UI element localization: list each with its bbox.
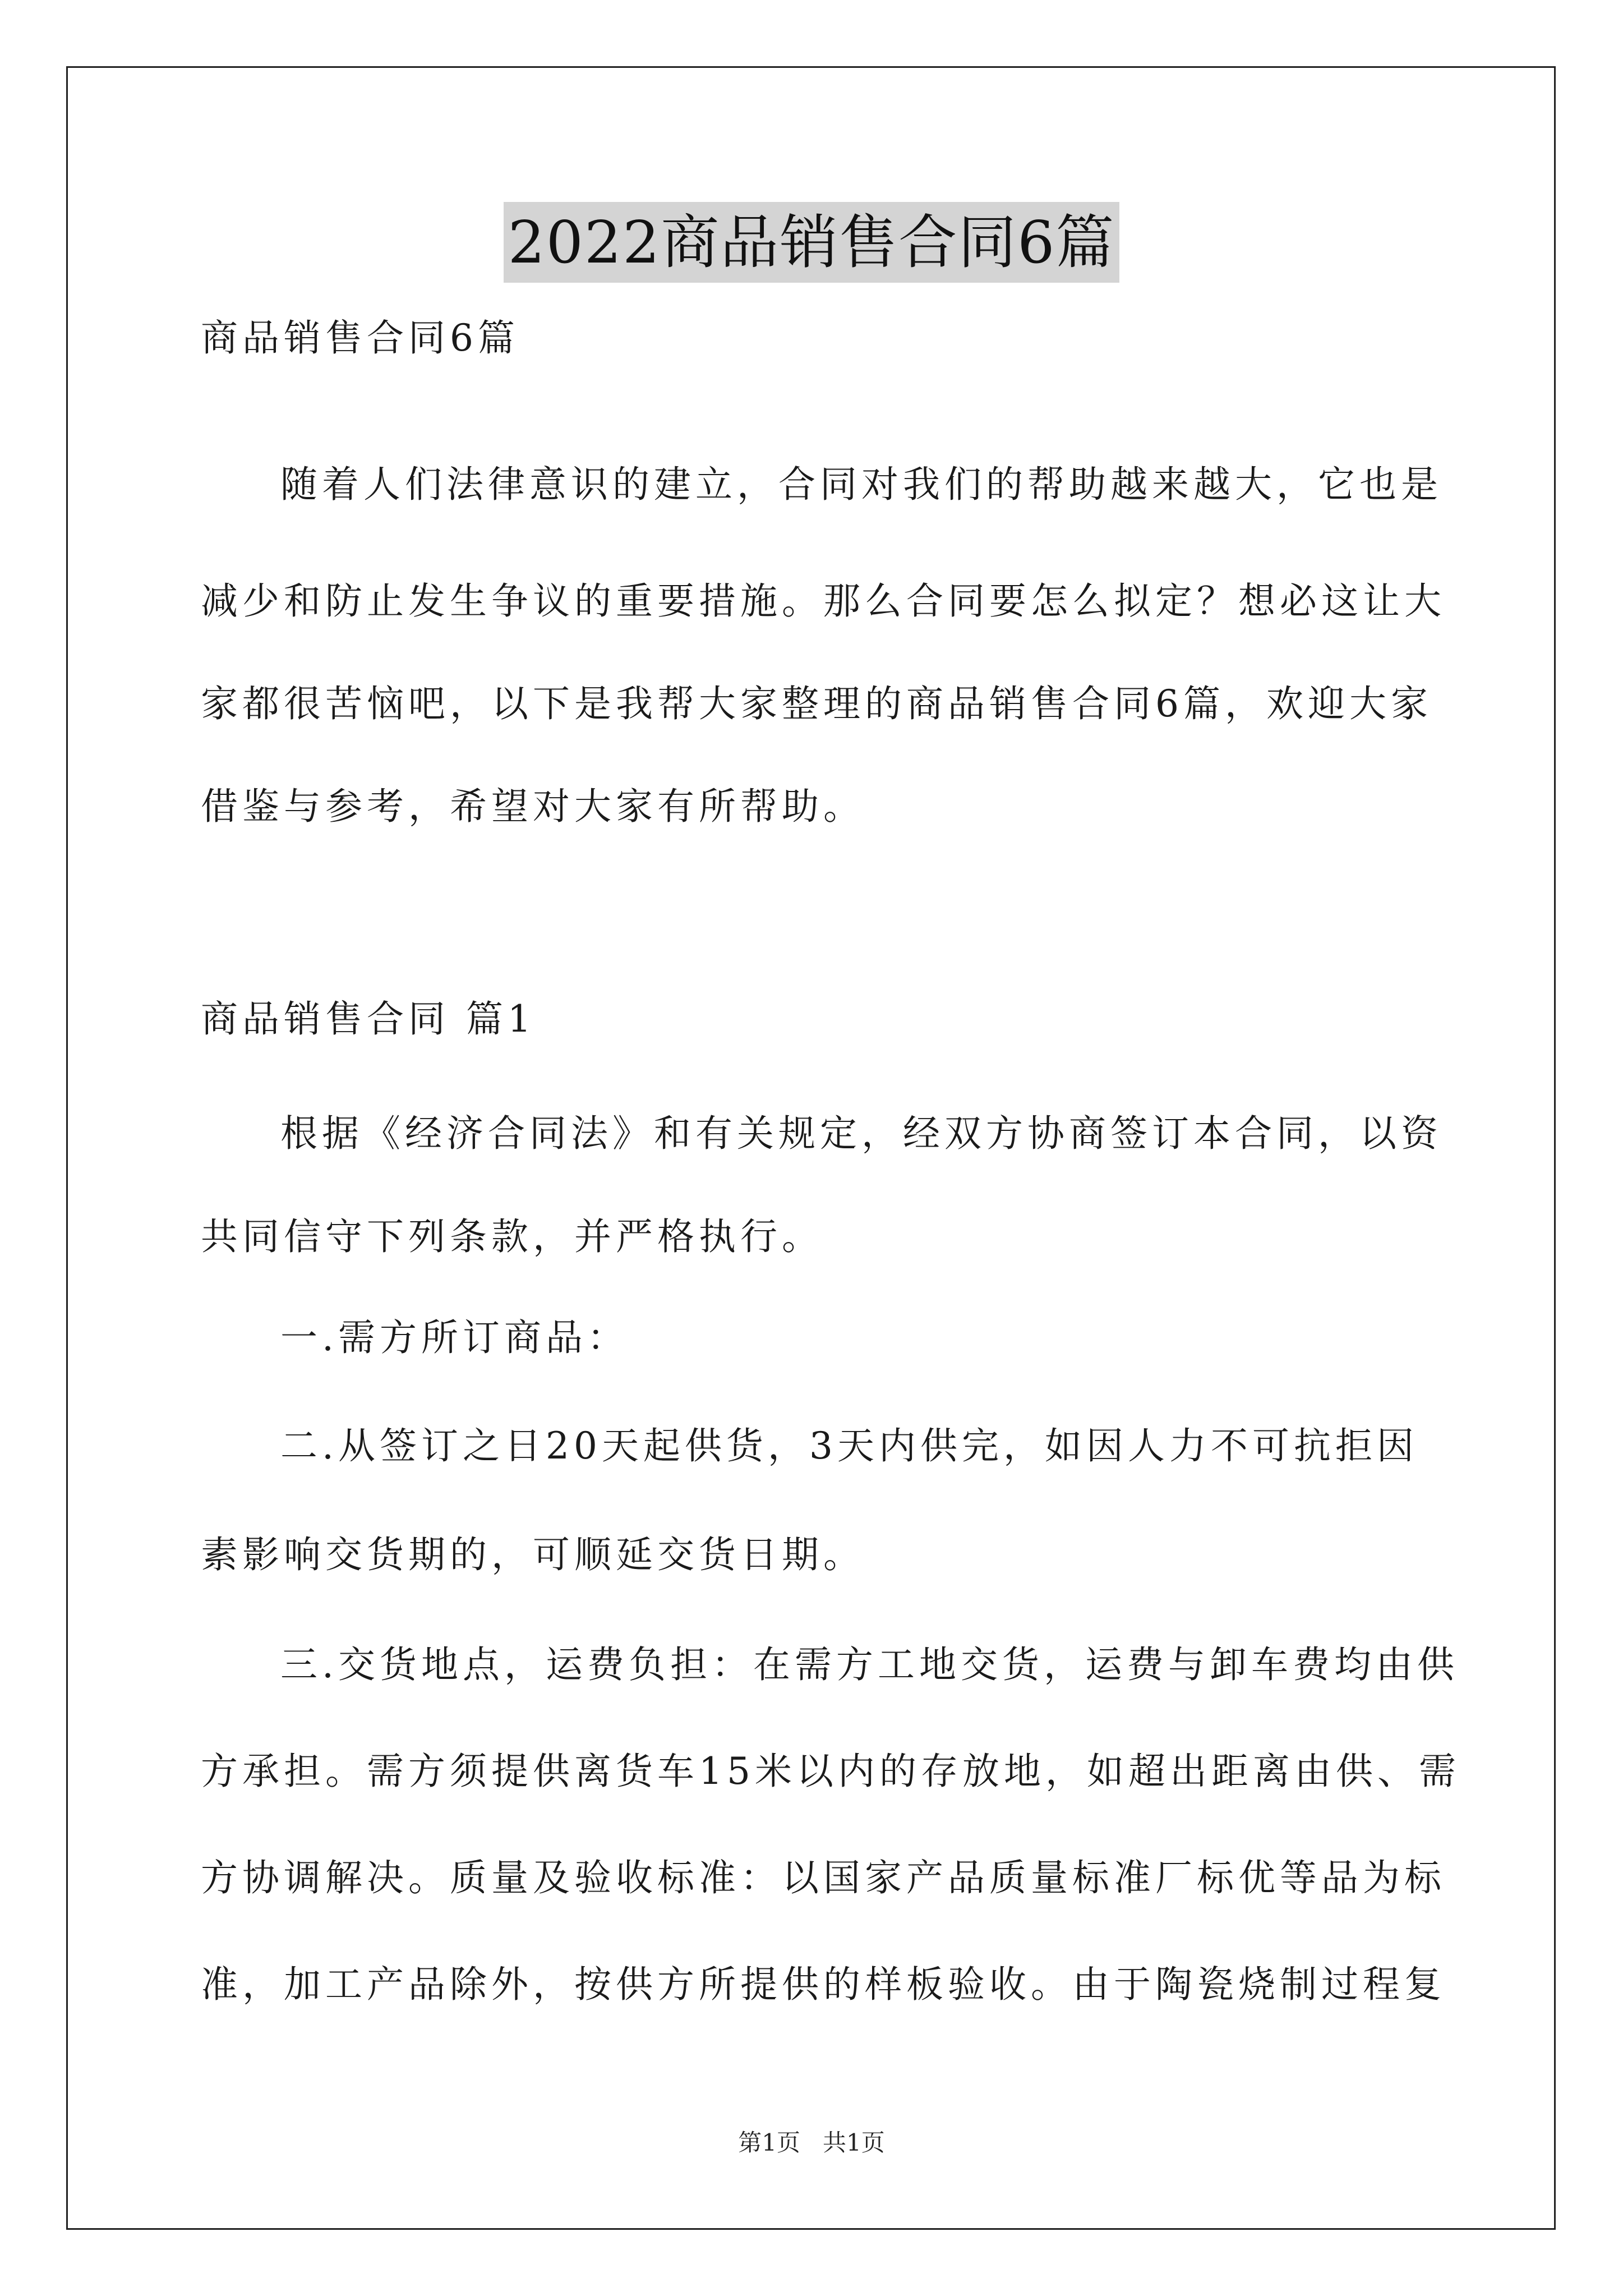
body-line: 共同信守下列条款，并严格执行。 [201, 1215, 823, 1258]
body-line: 借鉴与参考，希望对大家有所帮助。 [201, 785, 865, 828]
body-line: 根据《经济合同法》和有关规定，经双方协商签订本合同，以资 [280, 1112, 1442, 1155]
title-container [0, 202, 1623, 283]
subtitle-line: 商品销售合同6篇 [201, 316, 519, 360]
clause-line: 二.从签订之日20天起供货，3天内供完，如因人力不可抗拒因 [280, 1424, 1418, 1467]
body-line: 素影响交货期的，可顺延交货日期。 [201, 1533, 865, 1576]
body-line: 方承担。需方须提供离货车15米以内的存放地，如超出距离由供、需 [201, 1750, 1460, 1793]
body-line: 随着人们法律意识的建立，合同对我们的帮助越来越大，它也是 [280, 463, 1442, 506]
clause-line: 三.交货地点，运费负担：在需方工地交货，运费与卸车费均由供 [280, 1643, 1459, 1686]
document-title: 2022商品销售合同6篇 [504, 202, 1120, 283]
page-footer: 第1页 共1页 [738, 2129, 885, 2156]
body-line: 准，加工产品除外，按供方所提供的样板验收。由于陶瓷烧制过程复 [201, 1963, 1446, 2006]
clause-line: 一.需方所订商品： [280, 1316, 629, 1359]
section-heading: 商品销售合同 篇1 [201, 997, 536, 1041]
body-line: 方协调解决。质量及验收标准：以国家产品质量标准厂标优等品为标 [201, 1856, 1446, 1899]
body-line: 家都很苦恼吧，以下是我帮大家整理的商品销售合同6篇，欢迎大家 [201, 682, 1432, 725]
body-line: 减少和防止发生争议的重要措施。那么合同要怎么拟定？想必这让大 [201, 579, 1446, 623]
